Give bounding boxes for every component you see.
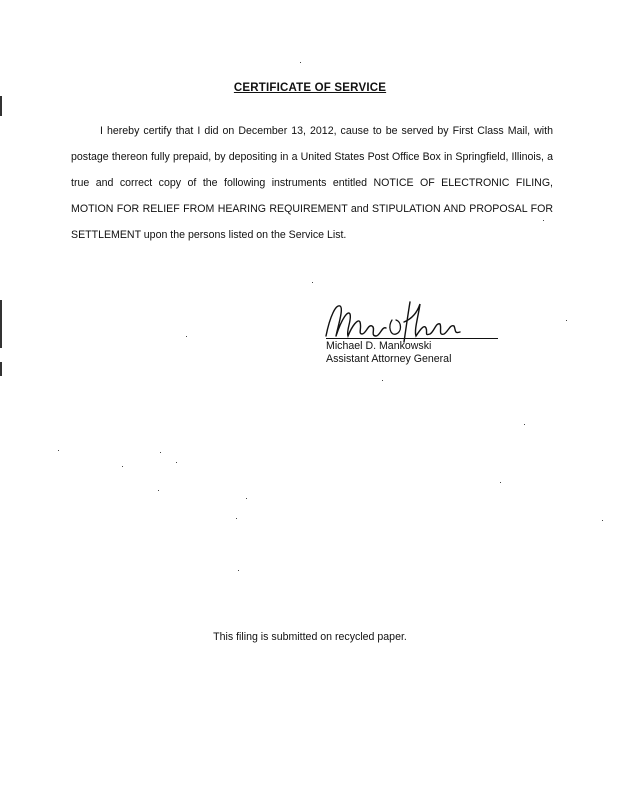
scan-speck: [543, 220, 544, 221]
scan-edge-mark: [0, 362, 2, 376]
scan-speck: [312, 282, 313, 283]
certification-paragraph: I hereby certify that I did on December 13, 2012, cause to be served by First Class Mail, with postage thereon fully prepaid, by depositing in a United States Post Office Box in Springfield, Illinois, a true and correct copy of the following instruments entitled NOTICE OF ELECTRONIC FILING, MOTION FOR RELIEF FROM HEARING REQUIREMENT and STIPULATION AND PROPOSAL FOR SETTLEMENT upon the persons listed on the Service List.: [71, 125, 553, 241]
scan-speck: [158, 490, 159, 491]
recycled-paper-note: This filing is submitted on recycled paper.: [213, 631, 407, 643]
scan-speck: [238, 570, 239, 571]
signer-name: Michael D. Mankowski: [326, 340, 432, 352]
scan-speck: [186, 336, 187, 337]
scan-speck: [58, 450, 59, 451]
handwritten-signature: [318, 296, 478, 344]
scan-speck: [602, 520, 603, 521]
scan-speck: [500, 482, 501, 483]
scan-speck: [300, 62, 301, 63]
scan-speck: [160, 452, 161, 453]
scan-speck: [122, 466, 123, 467]
scan-speck: [246, 498, 247, 499]
scan-speck: [176, 462, 177, 463]
certificate-title: CERTIFICATE OF SERVICE: [233, 82, 387, 94]
scan-speck: [382, 380, 383, 381]
scan-speck: [524, 424, 525, 425]
scan-speck: [236, 518, 237, 519]
scan-speck: [566, 320, 567, 321]
scan-edge-mark: [0, 300, 2, 348]
signer-title: Assistant Attorney General: [326, 353, 452, 365]
scan-edge-mark: [0, 96, 2, 116]
signature-line: [326, 338, 498, 339]
